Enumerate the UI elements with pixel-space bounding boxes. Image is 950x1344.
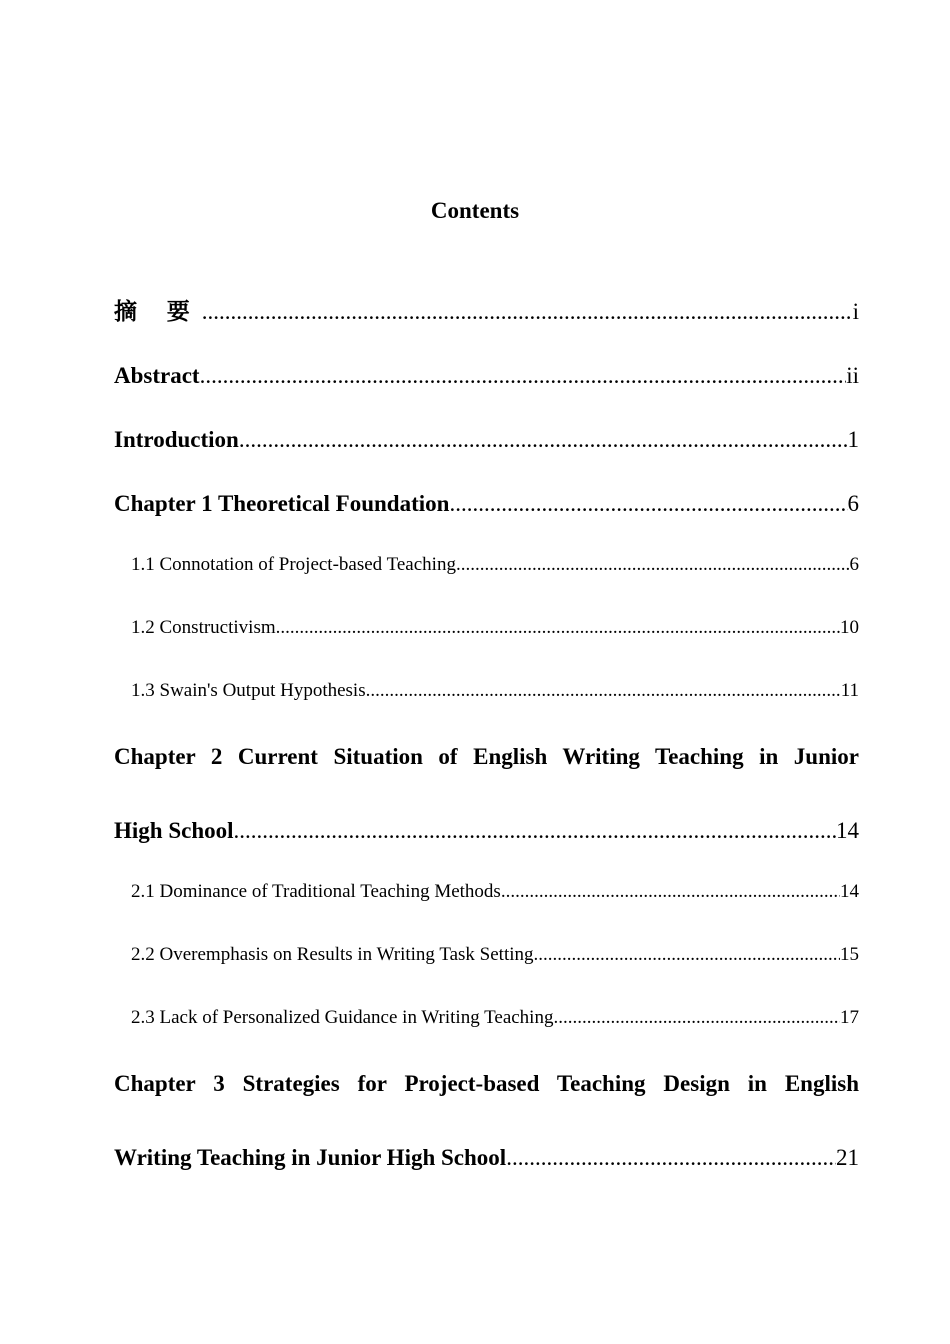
table-of-contents <box>114 290 859 1200</box>
toc-leader-dots <box>366 672 841 710</box>
toc-entry-chapter-3[interactable] <box>114 1062 859 1200</box>
toc-entry-label: 2.3 Lack of Personalized Guidance in Writing Teaching <box>131 1007 554 1028</box>
toc-leader-dots <box>456 546 850 584</box>
toc-page-number: 1 <box>847 427 859 452</box>
toc-entry-label: 1.1 Connotation of Project-based Teaching <box>131 554 456 575</box>
toc-entry-abstract[interactable] <box>114 354 859 418</box>
toc-entry-label: Introduction <box>114 427 239 452</box>
toc-entry-1-3[interactable] <box>114 672 859 735</box>
toc-leader-dots <box>449 482 847 526</box>
toc-entry-label-line1: Chapter 3 Strategies for Project-based Teaching Design in English <box>114 1071 859 1096</box>
toc-entry-label: 摘 要 <box>114 299 202 324</box>
toc-entry-label: 2.2 Overemphasis on Results in Writing Task Setting <box>131 944 534 965</box>
toc-entry-introduction[interactable] <box>114 418 859 482</box>
toc-entry-1-1[interactable] <box>114 546 859 609</box>
toc-page-number: 14 <box>840 881 859 902</box>
page-title: Contents <box>430 198 520 223</box>
toc-entry-label-line2: Writing Teaching in Junior High School <box>114 1145 507 1170</box>
toc-leader-dots <box>501 873 840 911</box>
toc-entry-label: Abstract <box>114 363 200 388</box>
toc-leader-dots <box>200 354 847 398</box>
toc-entry-2-1[interactable] <box>114 873 859 936</box>
toc-entry-abstract-cn[interactable] <box>114 290 859 354</box>
toc-entry-chapter-2[interactable] <box>114 735 859 873</box>
toc-leader-dots <box>234 809 836 853</box>
toc-leader-dots <box>506 1136 836 1180</box>
toc-page-number: 14 <box>836 818 859 843</box>
toc-page-number: i <box>852 299 859 324</box>
toc-entry-label-line1: Chapter 2 Current Situation of English Writing Teaching in Junior <box>114 744 859 769</box>
toc-leader-dots <box>553 999 840 1037</box>
toc-entry-2-2[interactable] <box>114 936 859 999</box>
toc-entry-1-2[interactable] <box>114 609 859 672</box>
toc-entry-2-3[interactable] <box>114 999 859 1062</box>
toc-leader-dots <box>202 290 853 334</box>
toc-entry-label: Chapter 1 Theoretical Foundation <box>114 491 450 516</box>
toc-page-number: 11 <box>840 680 859 701</box>
toc-entry-chapter-1[interactable] <box>114 482 859 546</box>
toc-leader-dots <box>239 418 848 462</box>
toc-leader-dots <box>276 609 840 647</box>
toc-page-number: 6 <box>849 554 859 575</box>
toc-entry-label: 1.2 Constructivism <box>131 617 276 638</box>
toc-page-number: 10 <box>840 617 859 638</box>
toc-entry-label-line2: High School <box>114 818 234 843</box>
toc-page-number: ii <box>846 363 859 388</box>
toc-leader-dots <box>534 936 840 974</box>
toc-entry-label: 2.1 Dominance of Traditional Teaching Methods <box>131 881 501 902</box>
toc-page-number: 17 <box>840 1007 859 1028</box>
toc-entry-label: 1.3 Swain's Output Hypothesis <box>131 680 366 701</box>
toc-page-number: 6 <box>847 491 859 516</box>
toc-page-number: 15 <box>840 944 859 965</box>
toc-page-number: 21 <box>836 1145 859 1170</box>
